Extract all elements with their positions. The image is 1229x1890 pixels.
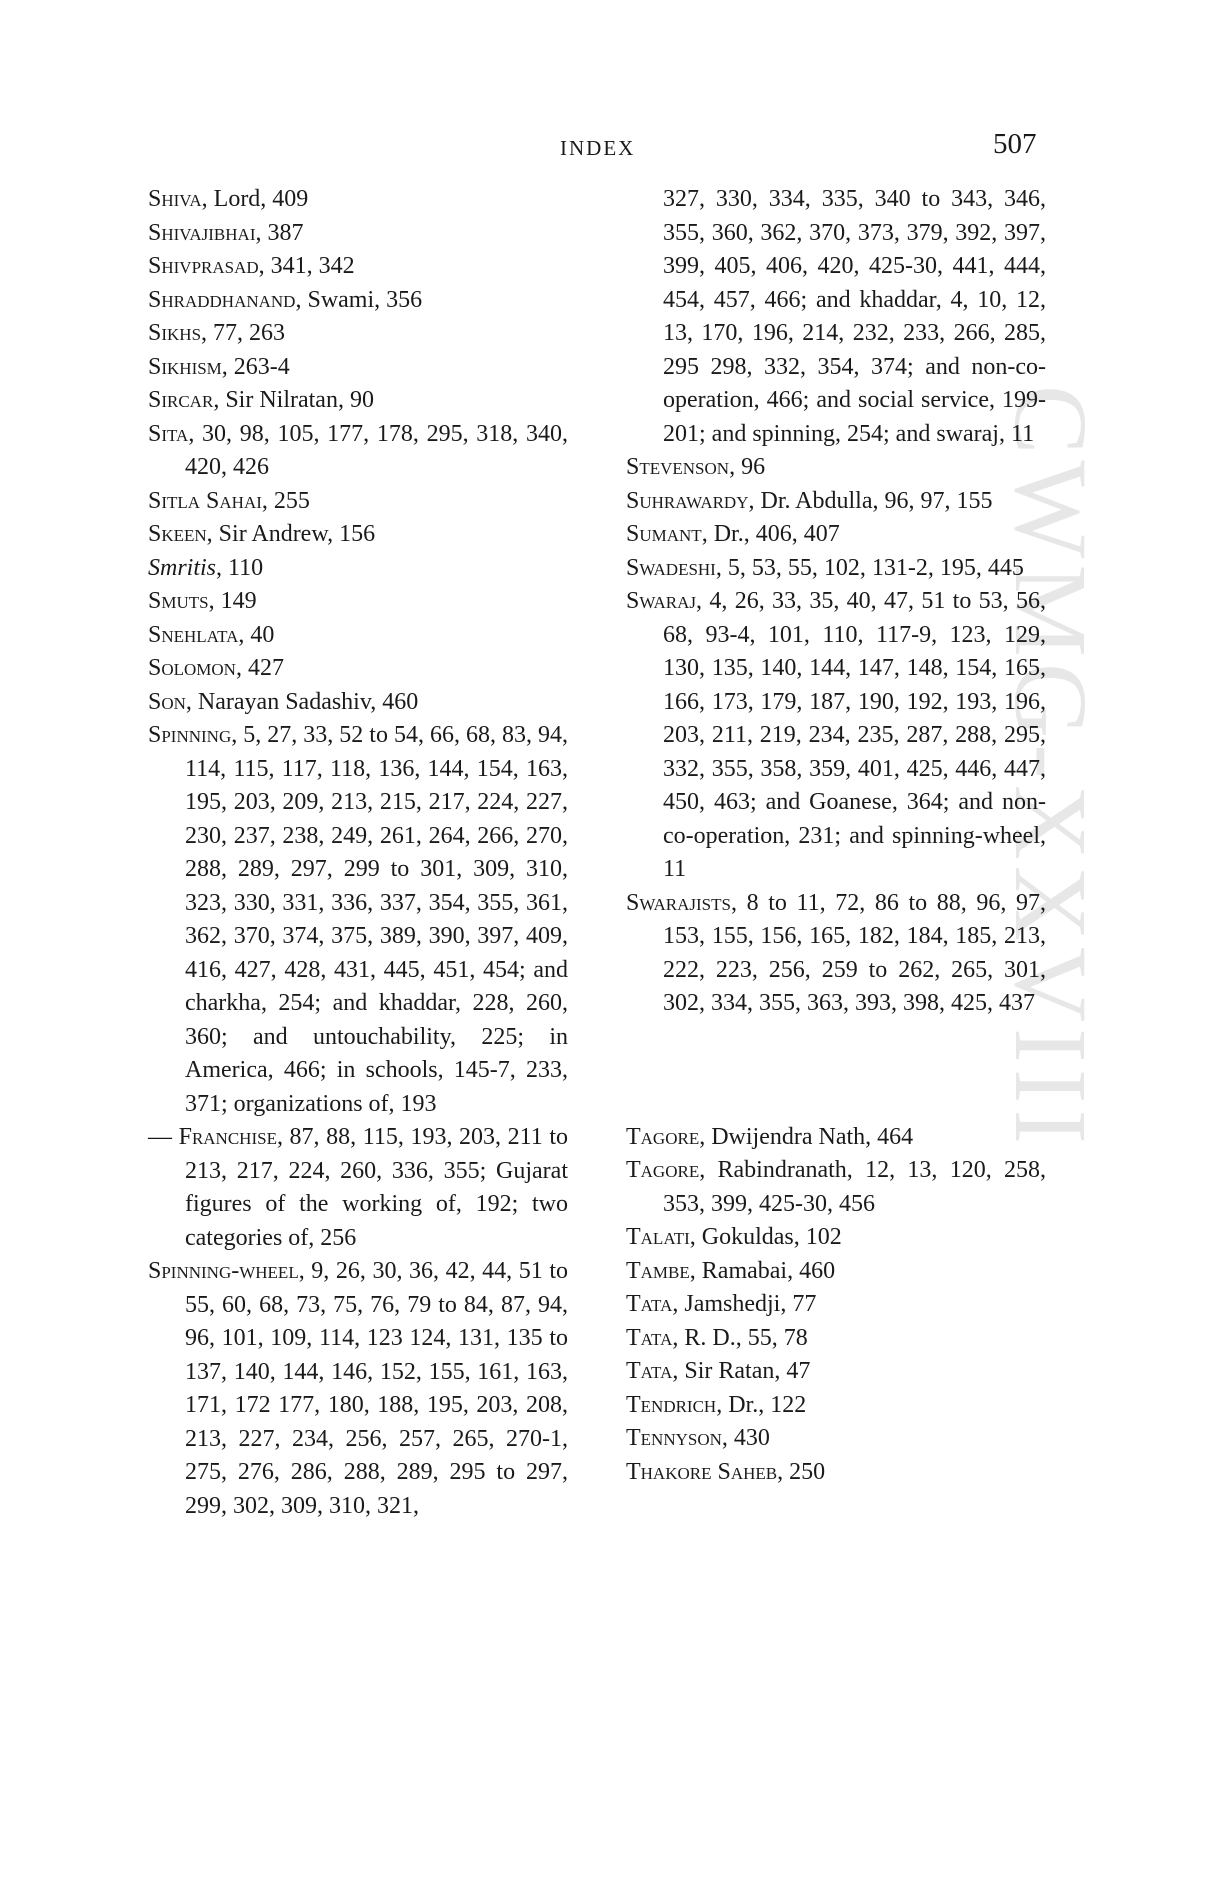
index-entry — [148, 585, 568, 619]
index-entry — [626, 1422, 1046, 1456]
index-entry — [626, 518, 1046, 552]
entry-headword: Tendrich — [626, 1391, 717, 1418]
entry-headword: Spinning — [148, 722, 232, 748]
entry-references: , 96 — [729, 454, 766, 480]
entry-headword: Tata — [626, 1358, 673, 1384]
entry-headword: Sitla Sahai — [148, 487, 262, 514]
index-entry — [626, 1322, 1046, 1356]
entry-references: , Lord, 409 — [201, 186, 309, 212]
index-entry — [626, 1389, 1046, 1423]
entry-headword: Talati — [626, 1224, 690, 1250]
index-entry — [148, 317, 568, 351]
entry-references: , 30, 98, 105, 177, 178, 295, 318, 340, 420, 426 — [185, 420, 568, 480]
index-column-left — [148, 183, 568, 1523]
entry-headword: Tata — [626, 1324, 673, 1351]
entry-headword: Skeen — [148, 521, 207, 547]
entry-headword: Sircar — [148, 387, 214, 413]
entry-references: 327, 330, 334, 335, 340 to 343, 346, 355, 360, 362, 370, 373, 379, 392, 397, 399, 405, 406, 420, 425-30, 441, 444, 454, 457, 466; and khaddar, 4, 10, 12, 13, 170, 196, 214, 232, 233, 266, 285, 295 298, 332, 354, 374; and non-co-operation, 466; and social service, 199-201; and spinning, 254; and swaraj, 11 — [663, 186, 1046, 447]
entry-references: , 8 to 11, 72, 86 to 88, 96, 97, 153, 155, 156, 165, 182, 184, 185, 213, 222, 223, 256, 259 to 262, 265, 301, 302, 334, 355, 363, 393, 398, 425, 437 — [663, 889, 1046, 1016]
entry-references: , 387 — [255, 219, 304, 246]
index-entry — [626, 1121, 1046, 1155]
index-entry — [148, 686, 568, 720]
entry-references: , 9, 26, 30, 36, 42, 44, 51 to 55, 60, 68, 73, 75, 76, 79 to 84, 87, 94, 96, 101, 109, 114, 123 124, 131, 135 to 137, 140, 144, 146, 152, 155, 161, 163, 171, 172 177, 180, 188, 195, 203, 208, 213, 227, 234, 256, 257, 265, 270-1, 275, 276, 286, 288, 289, 295 to 297, 299, 302, 309, 310, 321, — [185, 1258, 568, 1519]
entry-references: , R. D., 55, 78 — [672, 1324, 808, 1351]
entry-references: , Dwijendra Nath, 464 — [699, 1123, 914, 1150]
entry-headword: Tagore — [626, 1123, 700, 1150]
entry-references: , Sir Ratan, 47 — [672, 1358, 811, 1384]
index-entry — [148, 250, 568, 284]
entry-headword: — Franchise — [148, 1124, 277, 1150]
entry-references: , 427 — [235, 655, 284, 681]
entry-headword: Solomon — [148, 655, 236, 681]
index-entry — [148, 552, 568, 586]
entry-references: , Gokuldas, 102 — [689, 1224, 842, 1250]
entry-headword: Tata — [626, 1291, 673, 1317]
letter-group-gap — [626, 1021, 1046, 1121]
index-entry — [626, 1456, 1046, 1490]
entry-headword: Sikhs — [148, 320, 202, 346]
index-entry — [626, 1154, 1046, 1221]
index-entry — [148, 351, 568, 385]
entry-headword: Stevenson — [626, 454, 730, 480]
index-entry — [626, 183, 1046, 451]
entry-headword: Swaraj — [626, 588, 697, 614]
entry-references: , 5, 27, 33, 52 to 54, 66, 68, 83, 94, 114, 115, 117, 118, 136, 144, 154, 163, 195, 203, 209, 213, 215, 217, 224, 227, 230, 237, 238, 249, 261, 264, 266, 270, 288, 289, 297, 299 to 301, 309, 310, 323, 330, 331, 336, 337, 354, 355, 361, 362, 370, 374, 375, 389, 390, 397, 409, 416, 427, 428, 431, 445, 451, 454; and charkha, 254; and khaddar, 228, 260, 360; and untouchability, 225; in America, 466; in schools, 145-7, 233, 371; organizations of, 193 — [185, 722, 568, 1117]
entry-references: , Swami, 356 — [295, 286, 423, 313]
entry-headword: Tennyson — [626, 1425, 722, 1451]
index-entry — [148, 217, 568, 251]
entry-references: , Sir Nilratan, 90 — [213, 387, 374, 413]
entry-headword: Sita — [148, 420, 189, 447]
index-entry — [626, 1355, 1046, 1389]
entry-headword: Suhrawardy — [626, 487, 749, 514]
index-entry — [626, 887, 1046, 1021]
entry-references: , 430 — [721, 1425, 770, 1451]
entry-references: , 149 — [208, 588, 257, 614]
entry-headword: Shivajibhai — [148, 219, 256, 246]
index-entry — [626, 1288, 1046, 1322]
entry-references: , 77, 263 — [201, 320, 286, 346]
index-entry — [148, 1255, 568, 1523]
index-entry — [148, 284, 568, 318]
entry-references: , 341, 342 — [258, 253, 355, 279]
entry-headword: Shraddhanand — [148, 286, 296, 313]
watermark-text: CWMG-XXVIII — [993, 385, 1108, 1150]
index-entry — [626, 1221, 1046, 1255]
entry-headword: Son — [148, 688, 186, 715]
entry-headword: Shivprasad — [148, 253, 259, 279]
entry-headword: Thakore Saheb — [626, 1458, 778, 1485]
index-entry — [148, 518, 568, 552]
entry-references: , Dr., 122 — [716, 1391, 807, 1418]
entry-headword: Swadeshi — [626, 554, 716, 581]
index-entry — [626, 552, 1046, 586]
entry-headword: Smritis — [148, 554, 217, 581]
entry-references: , Rabindranath, 12, 13, 120, 258, 353, 399, 425-30, 456 — [663, 1157, 1046, 1217]
index-entry — [148, 485, 568, 519]
entry-headword: Shiva — [148, 186, 202, 212]
entry-references: , 87, 88, 115, 193, 203, 211 to 213, 217, 224, 260, 336, 355; Gujarat figures of the working of, 192; two categories of, 256 — [185, 1124, 568, 1251]
index-entry — [148, 619, 568, 653]
entry-references: , Jamshedji, 77 — [672, 1291, 817, 1317]
index-entry — [148, 418, 568, 485]
index-entry — [148, 719, 568, 1121]
index-entry — [626, 485, 1046, 519]
entry-headword: Sumant — [626, 521, 702, 547]
index-entry — [148, 183, 568, 217]
index-entry — [148, 652, 568, 686]
entry-references: , Sir Andrew, 156 — [206, 521, 376, 547]
entry-references: , Dr., 406, 407 — [701, 521, 840, 547]
entry-references: , Ramabai, 460 — [689, 1257, 836, 1284]
index-entry — [148, 384, 568, 418]
index-entry — [626, 451, 1046, 485]
entry-headword: Snehlata — [148, 621, 239, 648]
index-entry — [626, 585, 1046, 887]
entry-references: , 4, 26, 33, 35, 40, 47, 51 to 53, 56, 68, 93-4, 101, 110, 117-9, 123, 129, 130, 135, 140, 144, 147, 148, 154, 165, 166, 173, 179, 187, 190, 192, 193, 196, 203, 211, 219, 234, 235, 287, 288, 295, 332, 355, 358, 359, 401, 425, 446, 447, 450, 463; and Goanese, 364; and non-co-operation, 231; and spinning-wheel, 11 — [663, 588, 1046, 882]
entry-headword: Tambe — [626, 1257, 690, 1284]
entry-references: , 40 — [238, 621, 275, 648]
index-column-right — [626, 183, 1046, 1489]
entry-headword: Swarajists — [626, 889, 731, 916]
entry-references: , 5, 53, 55, 102, 131-2, 195, 445 — [715, 554, 1024, 581]
entry-references: , 250 — [777, 1458, 826, 1485]
entry-references: , 255 — [261, 487, 310, 514]
entry-references: , 263-4 — [221, 353, 290, 380]
entry-headword: Smuts — [148, 588, 209, 614]
entry-references: , Narayan Sadashiv, 460 — [185, 688, 419, 715]
entry-headword: Spinning-wheel — [148, 1258, 299, 1284]
index-entry — [148, 1121, 568, 1255]
entry-headword: Sikhism — [148, 353, 222, 380]
index-entry — [626, 1255, 1046, 1289]
entry-references: , Dr. Abdulla, 96, 97, 155 — [748, 487, 993, 514]
page-number: 507 — [993, 128, 1037, 160]
entry-references: , 110 — [216, 554, 264, 581]
running-header: INDEX — [560, 136, 636, 160]
entry-headword: Tagore — [626, 1157, 700, 1183]
